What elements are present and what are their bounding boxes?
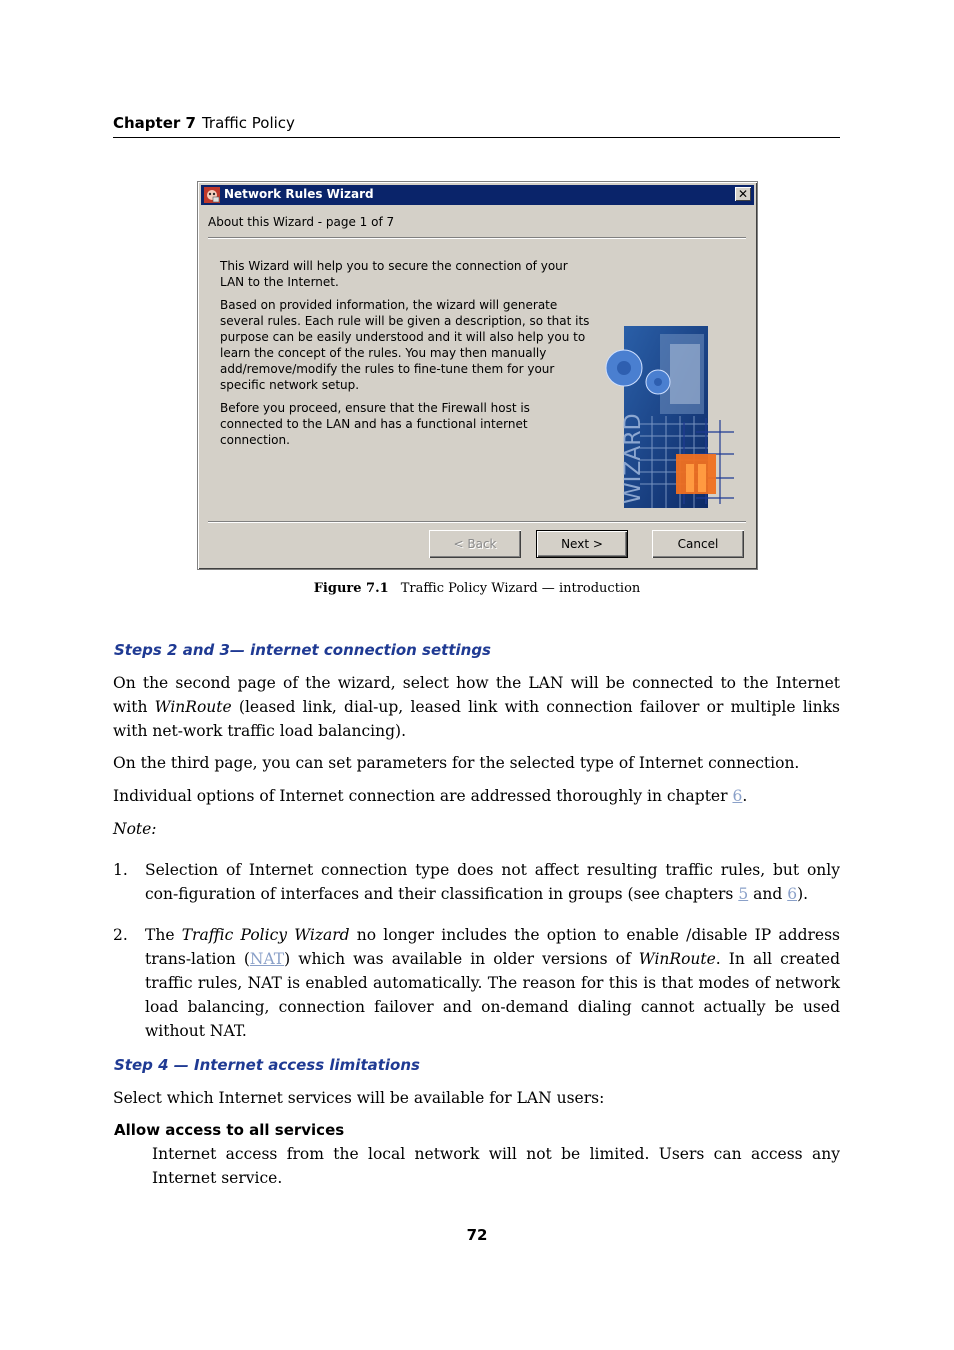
chapter-6-link[interactable]: 6 <box>787 885 798 903</box>
product-name: WinRoute <box>638 950 716 968</box>
figure-caption <box>0 581 954 596</box>
section-heading-steps-2-3: Steps 2 and 3— internet connection settings <box>114 641 491 659</box>
text-run: . <box>742 787 748 805</box>
next-button[interactable]: Next > <box>536 530 628 558</box>
figure-caption-text: Traffic Policy Wizard — introduction <box>400 581 641 596</box>
dialog-title: Network Rules Wizard <box>224 187 374 201</box>
firewall-app-icon <box>204 187 220 203</box>
network-rules-wizard-dialog <box>197 181 758 570</box>
page-number: 72 <box>466 1226 488 1244</box>
intro-paragraph: Based on provided information, the wizard will generate several rules. Each rule will be given a description, so that its purpose can be easily understood and it will also help you to learn the concept of the rules. You may then manually add/remove/modify the rules to fine-tune them for your specific network setup. <box>220 298 590 392</box>
chapter-title: Traffic Policy <box>201 114 295 132</box>
section-heading-step-4: Step 4 — Internet access limitations <box>114 1056 420 1074</box>
text-run: ). <box>797 885 809 903</box>
product-feature-name: Traffic Policy Wizard <box>181 926 350 944</box>
list-item-text <box>145 858 840 906</box>
intro-paragraph: Before you proceed, ensure that the Firewall host is connected to the LAN and has a functional internet connection. <box>220 401 530 447</box>
intro-paragraph: This Wizard will help you to secure the connection of your LAN to the Internet. <box>220 259 568 289</box>
definition-description: Internet access from the local network will not be limited. Users can access any Internet service. <box>152 1145 840 1187</box>
text-run: . In all created traffic rules, NAT is enabled automatically. The reason for this is that modes of network load balancing, connection failover and on-demand dialing cannot actually be used without NAT. <box>145 950 841 1040</box>
definition-term: Allow access to all services <box>114 1121 345 1139</box>
dialog-titlebar <box>201 185 754 205</box>
chapter-6-link[interactable]: 6 <box>732 787 743 805</box>
chapter-5-link[interactable]: 5 <box>738 885 749 903</box>
paragraph-third-page: On the third page, you can set parameters for the selected type of Internet connection. <box>113 754 800 772</box>
wizard-intro-text <box>220 258 592 455</box>
close-button[interactable] <box>735 187 751 201</box>
wizard-illustration <box>600 324 736 510</box>
close-icon: ✕ <box>737 187 749 201</box>
running-head <box>113 114 840 138</box>
figure-label: Figure 7.1 <box>313 581 389 596</box>
text-run: no longer includes the option to enable /disable IP address trans-lation ( <box>145 926 840 968</box>
note-label: Note: <box>113 820 157 838</box>
product-name: WinRoute <box>154 698 232 716</box>
text-run: On the second page of the wizard, select how the LAN will be connected to the Internet with <box>113 674 840 716</box>
header-separator <box>208 237 746 239</box>
text-run: The <box>145 926 182 944</box>
text-run: Individual options of Internet connection are addressed thoroughly in chapter <box>113 787 733 805</box>
list-item-text <box>145 923 840 1043</box>
paragraph-connection-type <box>113 671 840 743</box>
chapter-label: Chapter 7 <box>113 114 196 132</box>
text-run: (leased link, dial-up, leased link with connection failover or multiple links with net-work traffic load balancing). <box>113 698 840 740</box>
cancel-button[interactable]: Cancel <box>652 530 744 558</box>
paragraph-chapter-reference <box>113 784 840 808</box>
text-run: Selection of Internet connection type does not affect resulting traffic rules, but only con-figuration of interfaces and their classification in groups (see chapters <box>145 861 840 903</box>
list-number: 1. <box>113 861 128 879</box>
text-run: and <box>748 885 788 903</box>
wizard-watermark-text: WIZARD <box>621 413 646 504</box>
wizard-page-indicator: About this Wizard - page 1 of 7 <box>208 215 395 229</box>
text-run: ) which was available in older versions of <box>284 950 639 968</box>
paragraph-select-services: Select which Internet services will be available for LAN users: <box>113 1089 605 1107</box>
back-button[interactable]: < Back <box>429 530 521 558</box>
nat-glossary-link[interactable]: NAT <box>249 950 285 968</box>
list-number: 2. <box>113 926 128 944</box>
footer-separator <box>208 521 746 523</box>
